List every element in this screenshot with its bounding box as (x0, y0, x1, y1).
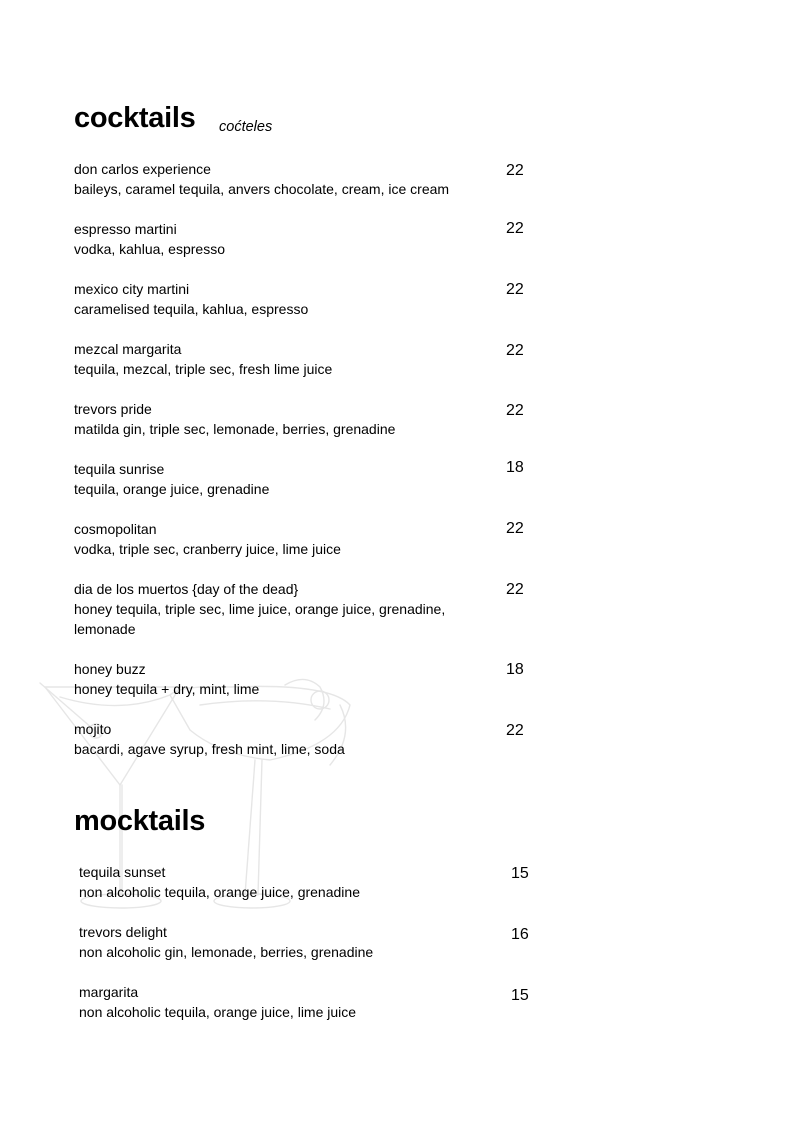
item-name: trevors pride (74, 401, 152, 417)
item-price: 15 (511, 987, 529, 1004)
item-description: non alcoholic tequila, orange juice, lime juice (79, 1004, 357, 1020)
item-name: dia de los muertos {day of the dead} (74, 581, 299, 597)
list-item (74, 159, 534, 199)
item-price: 18 (506, 459, 524, 476)
mocktails-heading: mocktails (74, 805, 206, 837)
item-description: non alcoholic tequila, orange juice, grenadine (79, 884, 360, 900)
item-price: 22 (506, 220, 524, 237)
list-item (74, 279, 534, 319)
list-item (74, 519, 534, 559)
item-price: 22 (506, 162, 524, 179)
item-description: tequila, mezcal, triple sec, fresh lime juice (74, 361, 333, 377)
item-price: 22 (506, 520, 524, 537)
list-item (79, 922, 539, 962)
list-item (74, 459, 534, 499)
item-name: cosmopolitan (74, 521, 157, 537)
item-name: trevors delight (79, 924, 167, 940)
item-price: 18 (506, 661, 524, 678)
item-price: 22 (506, 581, 524, 598)
item-name: tequila sunset (79, 864, 166, 880)
list-item (74, 399, 534, 439)
item-name: don carlos experience (74, 161, 211, 177)
item-name: margarita (79, 984, 139, 1000)
item-description: non alcoholic gin, lemonade, berries, grenadine (79, 944, 374, 960)
list-item (79, 862, 539, 902)
item-description: baileys, caramel tequila, anvers chocolate, cream, ice cream (74, 181, 450, 197)
list-item (79, 982, 539, 1022)
item-price: 15 (511, 865, 529, 882)
item-description: tequila, orange juice, grenadine (74, 481, 270, 497)
item-price: 22 (506, 402, 524, 419)
list-item (74, 219, 534, 259)
item-name: mexico city martini (74, 281, 190, 297)
item-price: 22 (506, 281, 524, 298)
item-name: tequila sunrise (74, 461, 165, 477)
item-description: honey tequila, triple sec, lime juice, orange juice, grenadine, lemonade (74, 601, 446, 637)
list-item (74, 579, 534, 639)
item-name: mojito (74, 721, 112, 737)
cocktails-subtitle: coćteles (219, 119, 273, 135)
item-name: mezcal margarita (74, 341, 182, 357)
item-name: honey buzz (74, 661, 146, 677)
list-item (74, 339, 534, 379)
item-description: vodka, triple sec, cranberry juice, lime juice (74, 541, 341, 557)
item-price: 22 (506, 722, 524, 739)
item-name: espresso martini (74, 221, 177, 237)
list-item (74, 659, 534, 699)
item-description: honey tequila + dry, mint, lime (74, 681, 260, 697)
item-description: matilda gin, triple sec, lemonade, berries, grenadine (74, 421, 396, 437)
item-price: 16 (511, 926, 529, 943)
list-item (74, 719, 534, 759)
item-price: 22 (506, 342, 524, 359)
item-description: vodka, kahlua, espresso (74, 241, 225, 257)
item-description: caramelised tequila, kahlua, espresso (74, 301, 309, 317)
item-description: bacardi, agave syrup, fresh mint, lime, soda (74, 741, 345, 757)
cocktails-heading: cocktails (74, 102, 196, 134)
